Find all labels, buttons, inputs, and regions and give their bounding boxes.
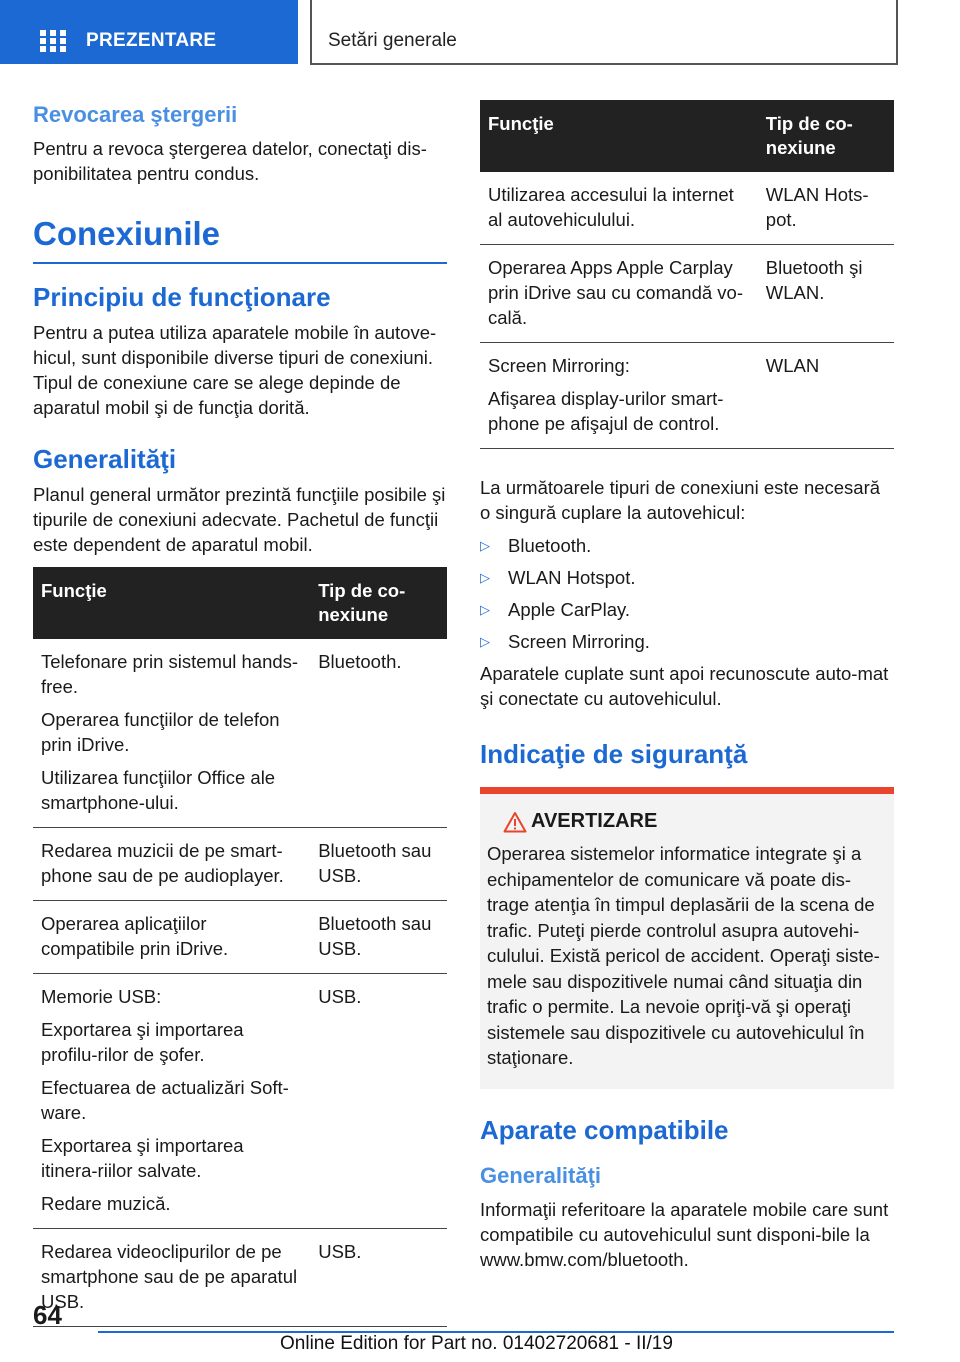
cell-text: Telefonare prin sistemul hands‐free.: [41, 651, 299, 697]
header-section-tab[interactable]: [0, 0, 298, 64]
cell-text: Redarea muzicii de pe smart‐phone sau de pe audioplayer.: [41, 840, 284, 886]
generalitati-text: Planul general următor prezintă funcţiile posibile şi tipurile de conexiuni adecvate. Pachetul de funcţii este dependent de aparatul mobil.: [33, 484, 446, 555]
cell-text: WLAN: [765, 355, 820, 376]
col-header-tip: Tip de co‐nexiune: [758, 100, 894, 172]
table-row: [33, 1229, 447, 1327]
list-item-text: Apple CarPlay.: [508, 598, 631, 620]
indicatie-heading: Indicaţie de siguranţă: [480, 739, 748, 769]
cell-text: USB.: [318, 1241, 362, 1262]
cell-text: Utilizarea accesului la internet al autovehiculului.: [488, 184, 734, 230]
table-row: [33, 639, 447, 828]
heading-rule: [33, 262, 447, 264]
right-column: [480, 100, 894, 1272]
cell-text: Operarea funcţiilor de telefon prin iDrive.: [41, 709, 280, 755]
cell-text: Exportarea şi importarea profilu‐rilor de şofer.: [41, 1019, 244, 1065]
triangle-bullet-icon: ▷: [480, 537, 490, 553]
edition-text: Online Edition for Part no. 01402720681 - II/19: [280, 1333, 673, 1354]
cell-text: Memorie USB:: [41, 986, 162, 1007]
table-row: [480, 245, 894, 343]
warning-text: Operarea sistemelor informatice integrate şi a echipamentelor de comunicare vă poate dis‐trage atenţia în timpul deplasării de la scena de trafic. Puteţi pierde controlul asupra autovehi‐culului. Există pericol de accident. Operaţi siste‐mele sau dispozitivele numai când situaţia din trafic o permite. La nevoie opriţi-vă şi operaţi sistemele sau dispozitivele cu autovehiculul în staţionare.: [487, 843, 880, 1068]
cell-text: Bluetooth sau USB.: [318, 913, 432, 959]
cell-text: Operarea Apps Apple Carplay prin iDrive sau cu comandă vo‐cală.: [488, 257, 743, 328]
cell-text: Redarea videoclipurilor de pe smartphone sau de pe aparatul USB.: [41, 1241, 298, 1312]
cell-text: Screen Mirroring:: [488, 355, 630, 376]
left-column: [33, 100, 447, 1327]
grid-menu-icon: [40, 30, 66, 52]
list-item-text: Bluetooth.: [508, 534, 592, 556]
table-row: [33, 974, 447, 1229]
cell-text: Afişarea display-urilor smart‐phone pe afişajul de control.: [488, 388, 724, 434]
generalitati-heading: Generalităţi: [33, 444, 177, 474]
page-number: 64: [33, 1300, 62, 1330]
table-row: [480, 343, 894, 449]
connections-table-left: [33, 567, 447, 1327]
list-item: [480, 625, 894, 657]
warning-title: [487, 810, 886, 833]
cell-text: Bluetooth şi WLAN.: [765, 257, 863, 303]
principiu-text: Pentru a putea utiliza aparatele mobile în autove‐hicul, sunt disponibile diverse tipuri de conexiuni. Tipul de conexiune care se alege depinde de aparatul mobil şi de funcţia dorită.: [33, 322, 437, 418]
conexiunile-heading: Conexiunile: [33, 215, 221, 252]
col-header-functie: Funcţie: [480, 100, 758, 172]
warning-box: [480, 794, 894, 1089]
triangle-bullet-icon: ▷: [480, 569, 490, 585]
cell-text: Bluetooth.: [318, 651, 402, 672]
cell-text: Operarea aplicaţiilor compatibile prin iDrive.: [41, 913, 229, 959]
triangle-bullet-icon: ▷: [480, 633, 490, 649]
connections-table-right: [480, 100, 894, 449]
warning-triangle-icon: [497, 811, 533, 833]
cell-text: Redare muzică.: [41, 1193, 171, 1214]
list-item-text: Screen Mirroring.: [508, 630, 650, 652]
aparate-heading: Aparate compatibile: [480, 1114, 729, 1145]
list-item: [480, 529, 894, 561]
chapter-label: Setări generale: [328, 30, 457, 51]
chapter-header: [310, 0, 898, 65]
principiu-heading: Principiu de funcţionare: [33, 282, 331, 312]
col-header-functie: Funcţie: [33, 567, 310, 639]
warning-bar: [480, 787, 894, 794]
cell-text: Utilizarea funcţiilor Office ale smartphone-ului.: [41, 767, 276, 813]
revocare-text: Pentru a revoca ştergerea datelor, conectaţi dis‐ponibilitatea pentru condus.: [33, 138, 427, 184]
cell-text: USB.: [318, 986, 362, 1007]
generalitati2-heading: Generalităţi: [480, 1162, 602, 1188]
section-label: PREZENTARE: [86, 30, 217, 51]
cell-text: WLAN Hots‐pot.: [765, 184, 869, 230]
table-row: [480, 172, 894, 245]
list-item: [480, 593, 894, 625]
cell-text: Exportarea şi importarea itinera‐riilor salvate.: [41, 1135, 244, 1181]
col-header-tip: Tip de co‐nexiune: [310, 567, 447, 639]
list-item: [480, 561, 894, 593]
revocare-heading: Revocarea ştergerii: [33, 102, 238, 127]
connection-type-list: [480, 529, 894, 657]
cuplare-text: La următoarele tipuri de conexiuni este necesară o singură cuplare la autovehicul:: [480, 477, 881, 523]
cuplate-text: Aparatele cuplate sunt apoi recunoscute auto‐mat şi conectate cu autovehiculul.: [480, 663, 889, 709]
warning-title-text: AVERTIZARE: [531, 810, 658, 832]
cell-text: Efectuarea de actualizări Soft‐ware.: [41, 1077, 289, 1123]
aparate-text: Informaţii referitoare la aparatele mobile care sunt compatibile cu autovehiculul sunt disponi‐bile la www.bmw.com/bluetooth.: [480, 1198, 889, 1270]
triangle-bullet-icon: ▷: [480, 601, 490, 617]
table-row: [33, 901, 447, 974]
list-item-text: WLAN Hotspot.: [508, 566, 636, 588]
table-row: [33, 828, 447, 901]
cell-text: Bluetooth sau USB.: [318, 840, 432, 886]
